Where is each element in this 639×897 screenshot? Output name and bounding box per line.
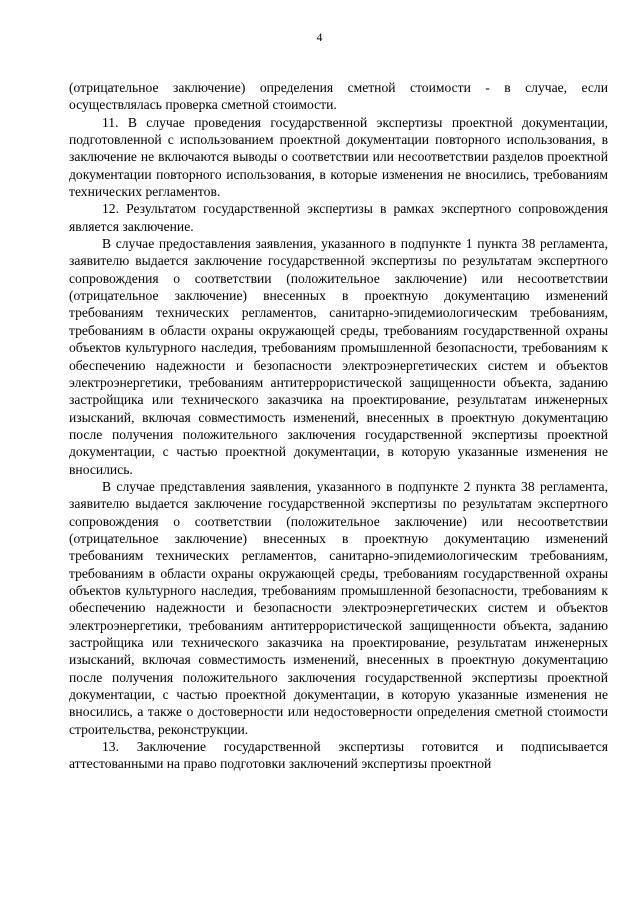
paragraph-continuation: (отрицательное заключение) определения сметной стоимости - в случае, если осуществлялась проверка сметной стоимости. [69,80,608,113]
page-number: 4 [316,32,323,44]
paragraph-clause-13: 13. Заключение государственной экспертизы готовится и подписывается аттестованными на право подготовки заключений экспертизы проектной [69,739,608,772]
paragraph-subclause-2: В случае представления заявления, указанного в подпункте 2 пункта 38 регламента, заявителю выдается заключение государственной экспертизы по результатам экспертного сопровождения о соответствии (положительное заключение) или несоответствии (отрицательное заключение) внесенных в проектную документацию изменений требованиям технических регламентов, санитарно-эпидемиологическим требованиям, требованиям в области охраны окружающей среды, требованиям государственной охраны объектов культурного наследия, требованиям промышленной безопасности, требованиям к обеспечению надежности и безопасности электроэнергетических систем и объектов электроэнергетики, требованиям антитеррористической защищенности объекта, заданию застройщика или технического заказчика на проектирование, результатам инженерных изысканий, включая совместимость изменений, внесенных в проектную документацию после получения положительного заключения государственной экспертизы проектной документации, с частью проектной документации, в которую указанные изменения не вносились, а также о достоверности или недостоверности определения сметной стоимости строительства, реконструкции. [69,478,608,737]
paragraph-clause-12: 12. Результатом государственной экспертизы в рамках экспертного сопровождения является заключение. [69,201,608,234]
paragraph-subclause-1: В случае предоставления заявления, указанного в подпункте 1 пункта 38 регламента, заявителю выдается заключение государственной экспертизы по результатам экспертного сопровождения о соответствии (положительное заключение) или несоответствии (отрицательное заключение) внесенных в проектную документацию изменений требованиям технических регламентов, санитарно-эпидемиологическим требованиям, требованиям в области охраны окружающей среды, требованиям государственной охраны объектов культурного наследия, требованиям промышленной безопасности, требованиям к обеспечению надежности и безопасности электроэнергетических систем и объектов электроэнергетики, требованиям антитеррористической защищенности объекта, заданию застройщика или технического заказчика на проектирование, результатам инженерных изысканий, включая совместимость изменений, внесенных в проектную документацию после получения положительного заключения государственной экспертизы проектной документации, с частью проектной документации, в которую указанные изменения не вносились. [69,236,608,477]
document-body [69,79,608,773]
paragraph-clause-11: 11. В случае проведения государственной экспертизы проектной документации, подготовленной с использованием проектной документации повторного использования, в заключение не включаются выводы о соответствии или несоответствии разделов проектной документации повторного использования, в которые изменения не вносились, требованиям технических регламентов. [69,114,608,200]
